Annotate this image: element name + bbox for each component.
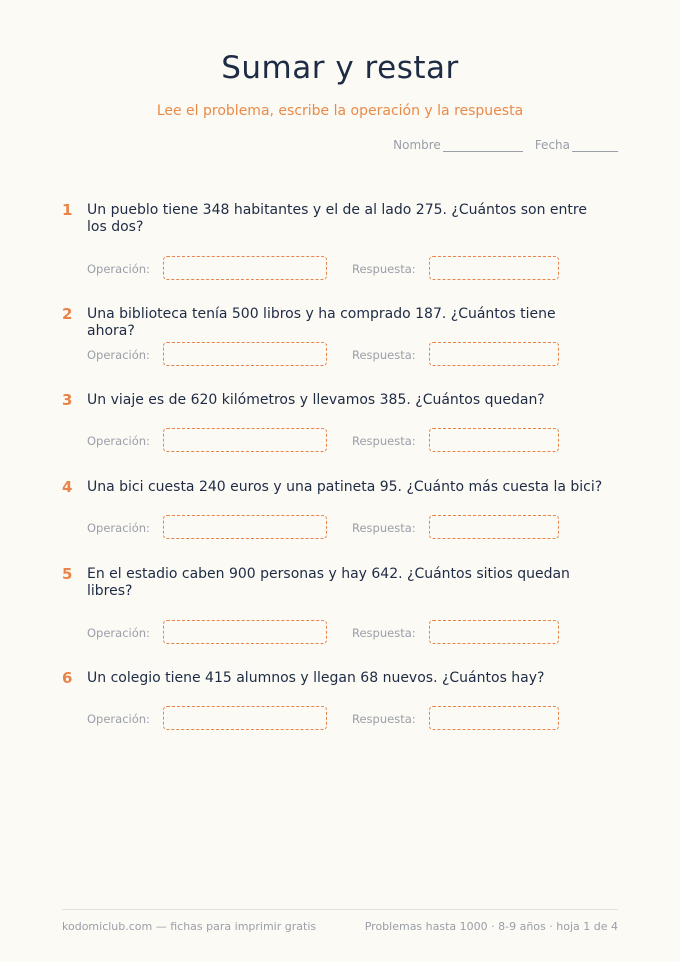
problem-number: 3 (62, 391, 73, 409)
problem-1 (62, 201, 622, 276)
problem-number: 4 (62, 478, 73, 496)
answer-label: Respuesta: (352, 348, 416, 362)
answer-box[interactable] (429, 428, 559, 452)
operation-label: Operación: (87, 262, 150, 276)
footer-divider (62, 909, 618, 910)
operation-box[interactable] (163, 428, 327, 452)
answer-row (87, 342, 627, 368)
operation-box[interactable] (163, 620, 327, 644)
problem-5 (62, 565, 622, 640)
problem-text: Un pueblo tiene 348 habitantes y el de al lado 275. ¿Cuántos son entre los dos? (87, 202, 587, 235)
operation-label: Operación: (87, 434, 150, 448)
answer-label: Respuesta: (352, 521, 416, 535)
problem-4 (62, 478, 622, 535)
answer-box[interactable] (429, 342, 559, 366)
problem-3 (62, 391, 622, 448)
page-subtitle: Lee el problema, escribe la operación y la respuesta (156, 103, 524, 119)
problem-number: 6 (62, 669, 73, 687)
operation-label: Operación: (87, 521, 150, 535)
problem-text: Una biblioteca tenía 500 libros y ha comprado 187. ¿Cuántos tiene ahora? (87, 306, 556, 339)
page-title: Sumar y restar (221, 50, 459, 86)
problem-2 (62, 305, 622, 362)
answer-label: Respuesta: (352, 626, 416, 640)
operation-label: Operación: (87, 348, 150, 362)
date-line[interactable] (572, 139, 618, 152)
operation-box[interactable] (163, 342, 327, 366)
date-label: Fecha (534, 138, 570, 152)
answer-label: Respuesta: (352, 712, 416, 726)
footer-sheet-info: Problemas hasta 1000 · 8-9 años · hoja 1 de 4 (364, 920, 618, 933)
operation-box[interactable] (163, 515, 327, 539)
problem-number: 1 (62, 201, 73, 219)
problem-6 (62, 669, 622, 726)
answer-row (87, 515, 627, 541)
operation-box[interactable] (163, 256, 327, 280)
problem-number: 2 (62, 305, 73, 323)
problem-text: Una bici cuesta 240 euros y una patineta 95. ¿Cuánto más cuesta la bici? (87, 479, 603, 495)
name-date-fields (393, 138, 618, 152)
problem-text: Un colegio tiene 415 alumnos y llegan 68 nuevos. ¿Cuántos hay? (87, 670, 545, 686)
answer-box[interactable] (429, 515, 559, 539)
name-label: Nombre (393, 138, 441, 152)
answer-row (87, 256, 627, 282)
operation-label: Operación: (87, 712, 150, 726)
answer-box[interactable] (429, 620, 559, 644)
answer-row (87, 620, 627, 646)
operation-box[interactable] (163, 706, 327, 730)
operation-label: Operación: (87, 626, 150, 640)
footer-site-text: kodomiclub.com — fichas para imprimir gratis (62, 920, 317, 933)
answer-label: Respuesta: (352, 434, 416, 448)
answer-row (87, 428, 627, 454)
problem-text: Un viaje es de 620 kilómetros y llevamos 385. ¿Cuántos quedan? (87, 392, 545, 408)
answer-label: Respuesta: (352, 262, 416, 276)
problem-number: 5 (62, 565, 73, 583)
answer-row (87, 706, 627, 732)
problem-text: En el estadio caben 900 personas y hay 642. ¿Cuántos sitios quedan libres? (87, 566, 570, 599)
answer-box[interactable] (429, 256, 559, 280)
name-line[interactable] (443, 139, 523, 152)
answer-box[interactable] (429, 706, 559, 730)
